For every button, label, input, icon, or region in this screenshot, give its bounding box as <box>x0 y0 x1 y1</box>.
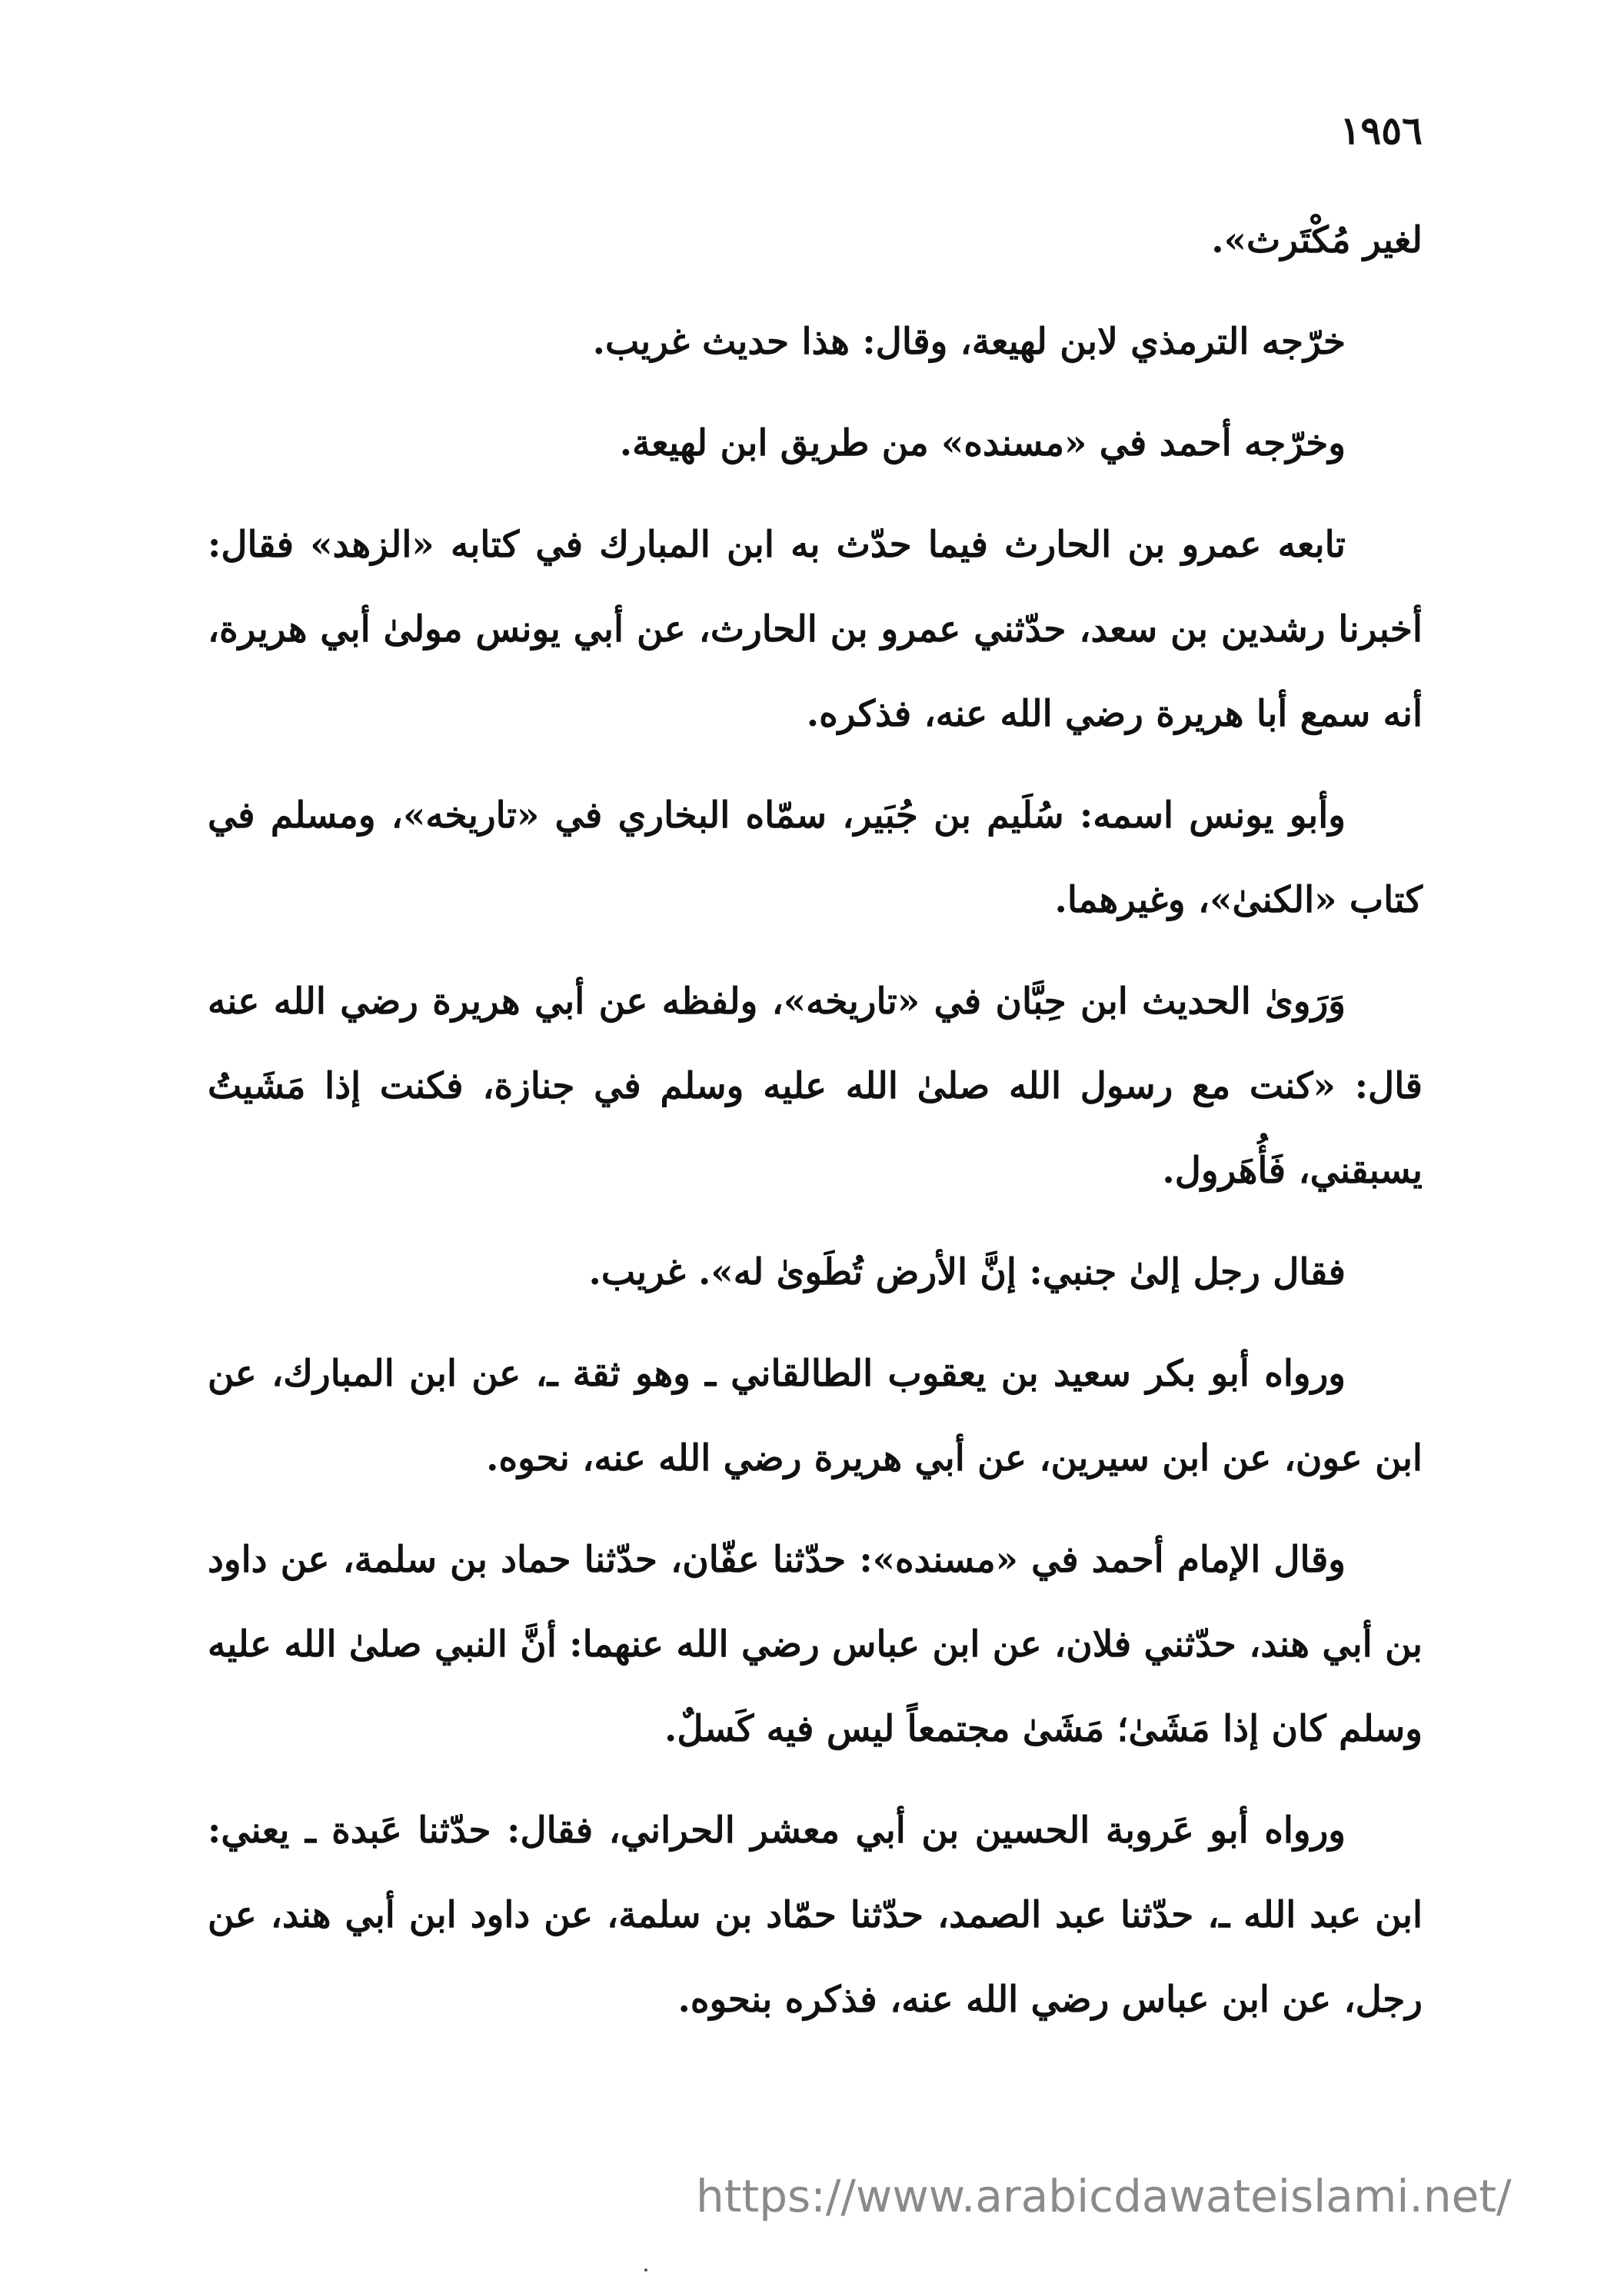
paragraph-4: تابعه عمرو بن الحارث فيما حدّث به ابن المبارك في كتابه «الزهد» فقال: أخبرنا رشدين بن سعد، حدّثني عمرو بن الحارث، عن أبي يونس مولىٰ أبي هريرة، أنه سمع أبا هريرة رضي الله عنه، فذكره. <box>208 524 1423 735</box>
page-mark <box>644 2268 647 2272</box>
paragraph-8: ورواه أبو بكر سعيد بن يعقوب الطالقاني ـ وهو ثقة ـ، عن ابن المبارك، عن ابن عون، عن ابن سيرين، عن أبي هريرة رضي الله عنه، نحوه. <box>208 1353 1423 1480</box>
paragraph-9: وقال الإمام أحمد في «مسنده»: حدّثنا عفّان، حدّثنا حماد بن سلمة، عن داود بن أبي هند، حدّثني فلان، عن ابن عباس رضي الله عنهما: أنَّ النبي صلىٰ الله عليه وسلم كان إذا مَشَىٰ؛ مَشَىٰ مجتمعاً ليس فيه كَسلٌ. <box>208 1539 1423 1750</box>
text-body <box>208 198 1423 2059</box>
paragraph-7: فقال رجل إلىٰ جنبي: إنَّ الأرض تُطَوىٰ له». غريب. <box>588 1251 1346 1293</box>
paragraph-10: ورواه أبو عَروبة الحسين بن أبي معشر الحراني، فقال: حدّثنا عَبدة ـ يعني: ابن عبد الله ـ، حدّثنا عبد الصمد، حدّثنا حمّاد بن سلمة، عن داود ابن أبي هند، عن رجل، عن ابن عباس رضي الله عنه، فذكره بنحوه. <box>208 1809 1423 2021</box>
paragraph-5: وأبو يونس اسمه: سُلَيم بن جُبَير، سمّاه البخاري في «تاريخه»، ومسلم في كتاب «الكنىٰ»، وغيرهما. <box>208 794 1423 921</box>
watermark-url: https://www.arabicdawateislami.net/ <box>696 2170 1512 2222</box>
page-number: ١٩٥٦ <box>1339 108 1423 153</box>
paragraph-2: خرّجه الترمذي لابن لهيعة، وقال: هذا حديث غريب. <box>592 321 1346 363</box>
paragraph-1: لغير مُكْتَرث». <box>1211 219 1423 261</box>
paragraph-3: وخرّجه أحمد في «مسنده» من طريق ابن لهيعة. <box>619 422 1346 464</box>
paragraph-6: وَرَوىٰ الحديث ابن حِبَّان في «تاريخه»، ولفظه عن أبي هريرة رضي الله عنه قال: «كنت مع رسول الله صلىٰ الله عليه وسلم في جنازة، فكنت إذا مَشَيتُ يسبقني، فَأُهَرول. <box>208 980 1423 1192</box>
